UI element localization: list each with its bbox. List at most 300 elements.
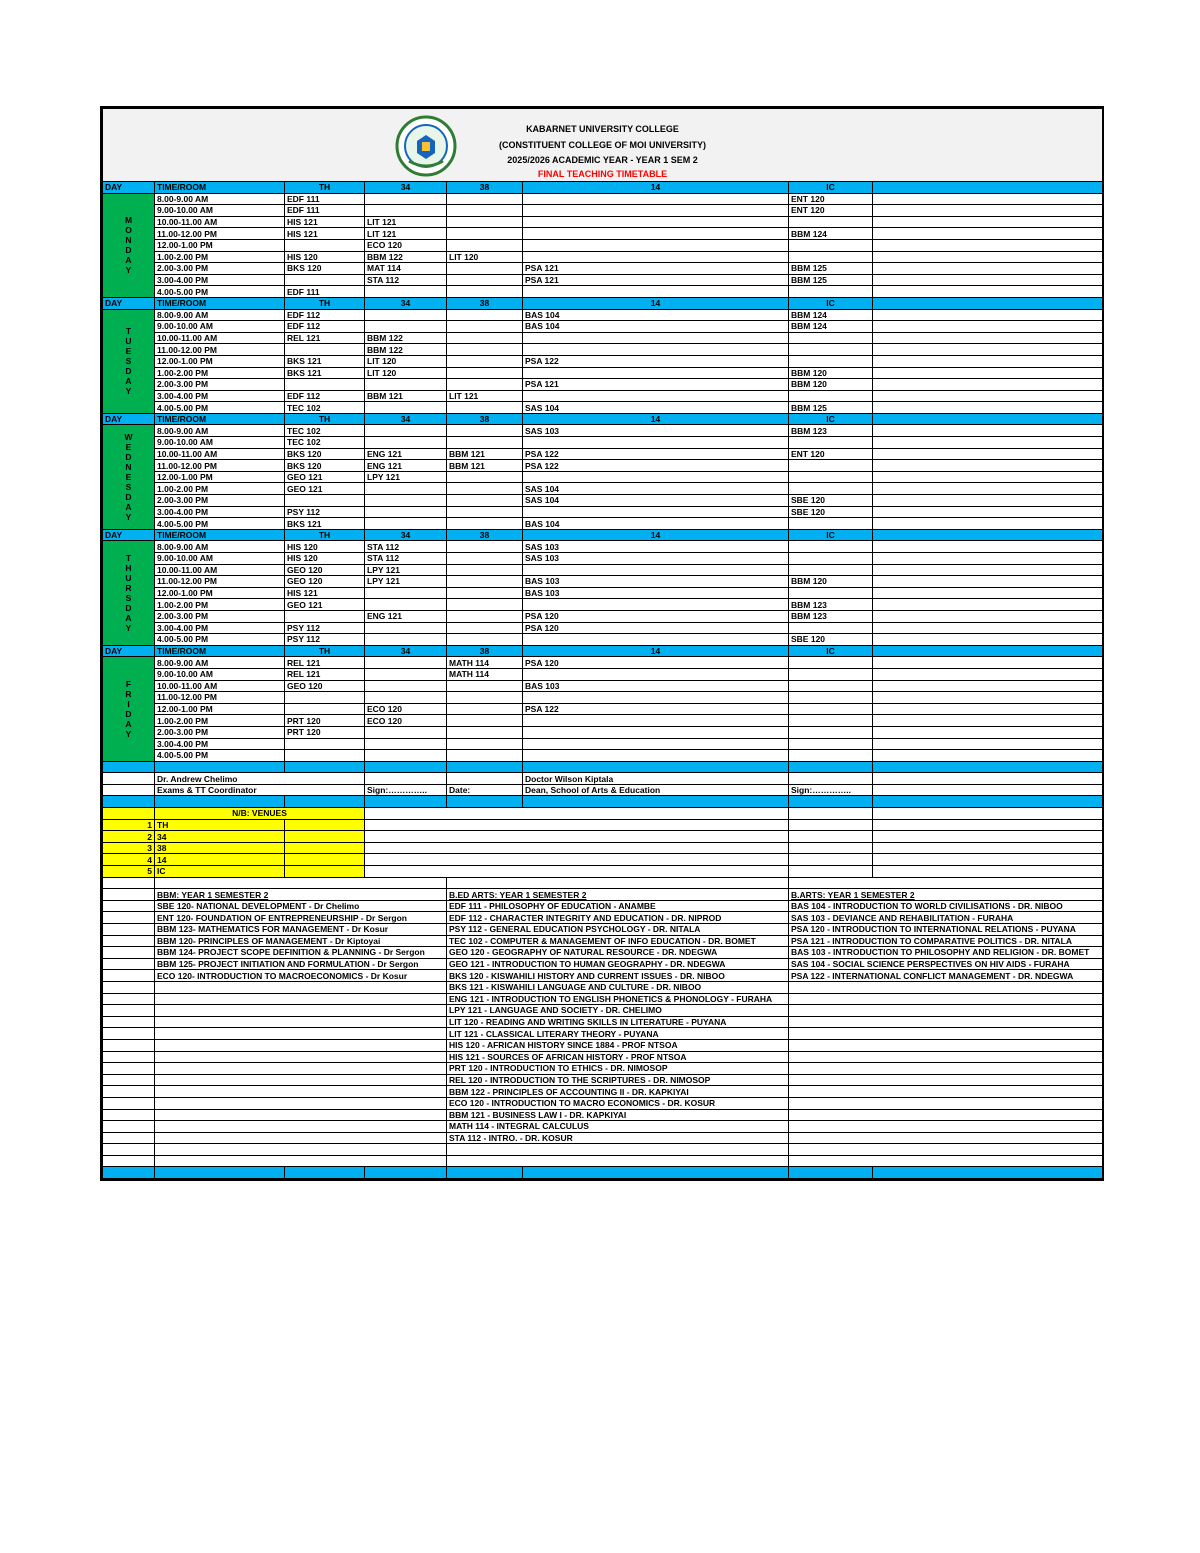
bed-arts-unit: ENG 121 - INTRODUCTION TO ENGLISH PHONETICS & PHONOLOGY - FURAHA — [447, 993, 789, 1005]
bed-arts-unit: LIT 120 - READING AND WRITING SKILLS IN LITERATURE - PUYANA — [447, 1016, 789, 1028]
bed-arts-unit: BKS 120 - KISWAHILI HISTORY AND CURRENT ISSUES - DR. NIBOO — [447, 970, 789, 982]
bbm-unit — [155, 1086, 447, 1098]
course-cell — [789, 460, 873, 472]
column-header: TIME/ROOM — [155, 645, 285, 657]
column-header: DAY — [103, 529, 155, 541]
barts-unit: BAS 103 - INTRODUCTION TO PHILOSOPHY AND RELIGION - DR. BOMET — [789, 947, 1103, 959]
time-slot: 4.00-5.00 PM — [155, 286, 285, 298]
barts-unit — [789, 1063, 1103, 1075]
day-letter: Y — [125, 265, 132, 276]
course-cell — [365, 622, 447, 634]
blank-cell — [873, 808, 1103, 820]
timetable-row — [103, 553, 1103, 565]
blank-cell — [103, 773, 155, 785]
timetable-row — [103, 703, 1103, 715]
column-header — [873, 529, 1103, 541]
time-slot: 1.00-2.00 PM — [155, 715, 285, 727]
course-cell — [447, 564, 523, 576]
day-letter: H — [125, 563, 132, 574]
column-header: 38 — [447, 413, 523, 425]
course-cell: BKS 120 — [285, 263, 365, 275]
barts-units-title: B.ARTS: YEAR 1 SEMESTER 2 — [789, 889, 1103, 901]
bbm-units-title: BBM: YEAR 1 SEMESTER 2 — [155, 889, 447, 901]
units-row — [103, 1028, 1103, 1040]
spare-cell — [873, 216, 1103, 228]
course-cell — [789, 251, 873, 263]
spare-cell — [873, 680, 1103, 692]
course-cell: GEO 121 — [285, 471, 365, 483]
barts-unit — [789, 1109, 1103, 1121]
venue-row — [103, 842, 1103, 854]
course-cell: BBM 125 — [789, 263, 873, 275]
timetable-row — [103, 332, 1103, 344]
blank-cell — [103, 970, 155, 982]
barts-unit — [789, 1155, 1103, 1167]
spare-cell — [873, 471, 1103, 483]
blank-cell — [103, 877, 155, 889]
column-header: TH — [285, 413, 365, 425]
academic-year-line: 2025/2026 ACADEMIC YEAR - YEAR 1 SEM 2 — [507, 155, 698, 165]
blank-cell — [103, 1086, 155, 1098]
timetable-row — [103, 680, 1103, 692]
course-cell: SAS 104 — [523, 483, 789, 495]
timetable-row — [103, 495, 1103, 507]
column-header: TH — [285, 645, 365, 657]
course-cell — [447, 506, 523, 518]
venue-row — [103, 866, 1103, 878]
day-letter: D — [125, 709, 132, 720]
course-cell — [365, 402, 447, 414]
blank-cell — [365, 773, 447, 785]
course-cell: BBM 120 — [789, 379, 873, 391]
bed-arts-unit — [447, 1155, 789, 1167]
dean-sign: Sign:………….. — [789, 784, 873, 796]
course-cell — [447, 228, 523, 240]
blank-cell — [103, 1155, 155, 1167]
time-slot: 12.00-1.00 PM — [155, 703, 285, 715]
blank-cell — [873, 866, 1103, 878]
separator-cell — [103, 1167, 155, 1179]
column-header: TH — [285, 297, 365, 309]
timetable-row — [103, 448, 1103, 460]
day-letter: N — [125, 462, 132, 473]
course-cell — [365, 379, 447, 391]
timetable-row — [103, 251, 1103, 263]
day-letter: D — [125, 245, 132, 256]
spare-cell — [873, 564, 1103, 576]
course-cell — [789, 471, 873, 483]
blank-cell — [103, 1132, 155, 1144]
day-letter: Y — [125, 512, 132, 523]
time-slot: 8.00-9.00 AM — [155, 309, 285, 321]
venue-name: 14 — [155, 854, 285, 866]
course-cell — [789, 750, 873, 762]
course-cell: REL 121 — [285, 657, 365, 669]
bed-arts-unit: EDF 112 - CHARACTER INTEGRITY AND EDUCATION - DR. NIPROD — [447, 912, 789, 924]
blank-cell — [103, 1074, 155, 1086]
timetable-row — [103, 518, 1103, 530]
barts-unit: SAS 104 - SOCIAL SCIENCE PERSPECTIVES ON HIV AIDS - FURAHA — [789, 958, 1103, 970]
column-header: DAY — [103, 182, 155, 194]
day-letter: T — [125, 326, 132, 337]
spare-cell — [873, 448, 1103, 460]
time-slot: 9.00-10.00 AM — [155, 553, 285, 565]
course-cell: MATH 114 — [447, 657, 523, 669]
course-cell: PSA 122 — [523, 460, 789, 472]
course-cell — [789, 668, 873, 680]
course-cell: EDF 112 — [285, 390, 365, 402]
timetable-row — [103, 437, 1103, 449]
course-cell: EDF 112 — [285, 309, 365, 321]
column-header: TIME/ROOM — [155, 413, 285, 425]
venues-title: N/B: VENUES — [155, 808, 365, 820]
bed-arts-unit: GEO 121 - INTRODUCTION TO HUMAN GEOGRAPHY - DR. NDEGWA — [447, 958, 789, 970]
course-cell — [447, 402, 523, 414]
bed-arts-unit: PSY 112 - GENERAL EDUCATION PSYCHOLOGY - DR. NITALA — [447, 924, 789, 936]
blank-cell — [103, 1144, 155, 1156]
blank-cell — [103, 1097, 155, 1109]
course-cell: PSA 121 — [523, 274, 789, 286]
bed-arts-unit: ECO 120 - INTRODUCTION TO MACRO ECONOMICS - DR. KOSUR — [447, 1097, 789, 1109]
timetable-row — [103, 367, 1103, 379]
course-cell — [365, 599, 447, 611]
course-cell — [523, 344, 789, 356]
course-cell: ENG 121 — [365, 610, 447, 622]
timetable-row — [103, 541, 1103, 553]
course-cell: BBM 120 — [789, 367, 873, 379]
column-header: TIME/ROOM — [155, 529, 285, 541]
course-cell — [789, 622, 873, 634]
course-cell — [447, 750, 523, 762]
course-cell: PSA 122 — [523, 355, 789, 367]
venue-number: 1 — [103, 819, 155, 831]
timetable-row — [103, 715, 1103, 727]
course-cell: BKS 121 — [285, 518, 365, 530]
course-cell: HIS 120 — [285, 553, 365, 565]
course-cell — [523, 437, 789, 449]
units-row — [103, 935, 1103, 947]
course-cell — [523, 205, 789, 217]
bbm-unit — [155, 1063, 447, 1075]
day-letter: D — [125, 603, 132, 614]
course-cell: ENT 120 — [789, 193, 873, 205]
separator-cell — [523, 1167, 789, 1179]
separator-cell — [285, 796, 365, 808]
bed-arts-unit: BKS 121 - KISWAHILI LANGUAGE AND CULTURE - DR. NIBOO — [447, 981, 789, 993]
course-cell — [285, 274, 365, 286]
blank-cell — [873, 773, 1103, 785]
course-cell — [523, 564, 789, 576]
spare-cell — [873, 379, 1103, 391]
blank-cell — [103, 1121, 155, 1133]
venues-title-row — [103, 808, 1103, 820]
day-letter: A — [125, 376, 132, 387]
course-cell — [365, 205, 447, 217]
course-cell — [447, 344, 523, 356]
spare-cell — [873, 692, 1103, 704]
course-cell: SBE 120 — [789, 495, 873, 507]
day-letter: A — [125, 502, 132, 513]
course-cell: BBM 125 — [789, 402, 873, 414]
blank-cell — [285, 842, 365, 854]
day-label — [103, 309, 155, 413]
spare-cell — [873, 425, 1103, 437]
bed-arts-unit: TEC 102 - COMPUTER & MANAGEMENT OF INFO EDUCATION - DR. BOMET — [447, 935, 789, 947]
venue-row — [103, 854, 1103, 866]
timetable-row — [103, 274, 1103, 286]
course-cell: PSY 112 — [285, 622, 365, 634]
course-cell: REL 121 — [285, 668, 365, 680]
time-slot: 9.00-10.00 AM — [155, 205, 285, 217]
day-letter: D — [125, 492, 132, 503]
blank-cell — [103, 935, 155, 947]
header-block — [103, 109, 1103, 182]
day-letter: M — [124, 215, 133, 226]
bbm-unit: BBM 120- PRINCIPLES OF MANAGEMENT - Dr Kiptoyai — [155, 935, 447, 947]
bbm-unit: BBM 123- MATHEMATICS FOR MANAGEMENT - Dr Kosur — [155, 924, 447, 936]
time-slot: 10.00-11.00 AM — [155, 216, 285, 228]
course-cell — [285, 610, 365, 622]
course-cell: BBM 125 — [789, 274, 873, 286]
coordinator-sign: Sign:………….. — [365, 784, 447, 796]
blank-cell — [789, 831, 873, 843]
course-cell: BAS 103 — [523, 587, 789, 599]
course-cell — [447, 622, 523, 634]
column-header: 38 — [447, 645, 523, 657]
timetable-row — [103, 228, 1103, 240]
course-cell: EDF 111 — [285, 193, 365, 205]
timetable-row — [103, 726, 1103, 738]
day-letter: W — [124, 432, 133, 443]
course-cell: BBM 124 — [789, 228, 873, 240]
time-slot: 3.00-4.00 PM — [155, 622, 285, 634]
spare-cell — [873, 668, 1103, 680]
course-cell — [523, 239, 789, 251]
course-cell — [523, 750, 789, 762]
course-cell — [447, 495, 523, 507]
spare-cell — [873, 309, 1103, 321]
separator-row — [103, 796, 1103, 808]
course-cell: BAS 103 — [523, 680, 789, 692]
course-cell: PSA 121 — [523, 263, 789, 275]
timetable-row — [103, 587, 1103, 599]
course-cell — [447, 715, 523, 727]
course-cell: SBE 120 — [789, 506, 873, 518]
time-slot: 4.00-5.00 PM — [155, 402, 285, 414]
course-cell — [285, 344, 365, 356]
day-header-row — [103, 645, 1103, 657]
blank-cell — [285, 866, 365, 878]
time-slot: 1.00-2.00 PM — [155, 599, 285, 611]
course-cell: BBM 120 — [789, 576, 873, 588]
course-cell — [523, 506, 789, 518]
units-row — [103, 1132, 1103, 1144]
timetable-row — [103, 239, 1103, 251]
course-cell — [789, 483, 873, 495]
course-cell — [789, 216, 873, 228]
blank-cell — [103, 1063, 155, 1075]
spare-cell — [873, 703, 1103, 715]
course-cell — [447, 738, 523, 750]
units-row — [103, 924, 1103, 936]
course-cell: BBM 123 — [789, 425, 873, 437]
column-header: 38 — [447, 297, 523, 309]
spare-cell — [873, 518, 1103, 530]
timetable-row — [103, 738, 1103, 750]
spare-cell — [873, 321, 1103, 333]
blank-cell — [103, 912, 155, 924]
course-cell: SAS 103 — [523, 553, 789, 565]
course-cell — [789, 437, 873, 449]
bbm-unit — [155, 1097, 447, 1109]
units-row — [103, 947, 1103, 959]
day-letter: R — [125, 689, 132, 700]
barts-unit — [789, 1086, 1103, 1098]
column-header: 34 — [365, 297, 447, 309]
dean-title: Dean, School of Arts & Education — [523, 784, 789, 796]
course-cell: BBM 123 — [789, 610, 873, 622]
blank-cell — [103, 958, 155, 970]
course-cell — [447, 332, 523, 344]
day-letter: E — [125, 346, 132, 357]
bbm-unit — [155, 1016, 447, 1028]
course-cell — [789, 518, 873, 530]
course-cell — [523, 251, 789, 263]
timetable-row — [103, 355, 1103, 367]
course-cell: EDF 111 — [285, 286, 365, 298]
spare-cell — [873, 239, 1103, 251]
day-letter: A — [125, 255, 132, 266]
course-cell — [523, 738, 789, 750]
time-slot: 12.00-1.00 PM — [155, 355, 285, 367]
course-cell — [365, 495, 447, 507]
spare-cell — [873, 726, 1103, 738]
separator-cell — [789, 761, 873, 773]
course-cell: LIT 121 — [447, 390, 523, 402]
separator-cell — [365, 796, 447, 808]
day-label — [103, 193, 155, 297]
time-slot: 3.00-4.00 PM — [155, 506, 285, 518]
column-header: 38 — [447, 182, 523, 194]
spare-cell — [873, 715, 1103, 727]
course-cell: LIT 120 — [365, 355, 447, 367]
blank-cell — [103, 889, 155, 901]
course-cell: PRT 120 — [285, 726, 365, 738]
dean-name: Doctor Wilson Kiptala — [523, 773, 789, 785]
bed-arts-unit: LIT 121 - CLASSICAL LITERARY THEORY - PUYANA — [447, 1028, 789, 1040]
time-slot: 12.00-1.00 PM — [155, 239, 285, 251]
course-cell: SAS 103 — [523, 541, 789, 553]
course-cell — [789, 564, 873, 576]
course-cell — [523, 216, 789, 228]
separator-cell — [285, 1167, 365, 1179]
bed-arts-unit: PRT 120 - INTRODUCTION TO ETHICS - DR. NIMOSOP — [447, 1063, 789, 1075]
day-header-row — [103, 297, 1103, 309]
separator-cell — [285, 761, 365, 773]
signature-row — [103, 773, 1103, 785]
course-cell — [789, 355, 873, 367]
course-cell: BBM 124 — [789, 321, 873, 333]
timetable-row — [103, 564, 1103, 576]
time-slot: 11.00-12.00 PM — [155, 344, 285, 356]
day-letter: N — [125, 235, 132, 246]
course-cell — [523, 634, 789, 646]
course-cell: BKS 121 — [285, 367, 365, 379]
course-cell — [523, 286, 789, 298]
day-header-row — [103, 182, 1103, 194]
course-cell — [365, 425, 447, 437]
blank-cell — [285, 831, 365, 843]
time-slot: 10.00-11.00 AM — [155, 564, 285, 576]
bbm-unit: ECO 120- INTRODUCTION TO MACROECONOMICS - Dr Kosur — [155, 970, 447, 982]
course-cell: BBM 121 — [447, 448, 523, 460]
coordinator-title: Exams & TT Coordinator — [155, 784, 365, 796]
timetable-row — [103, 668, 1103, 680]
barts-unit: PSA 120 - INTRODUCTION TO INTERNATIONAL RELATIONS - PUYANA — [789, 924, 1103, 936]
time-slot: 4.00-5.00 PM — [155, 750, 285, 762]
units-row — [103, 1144, 1103, 1156]
separator-cell — [523, 761, 789, 773]
column-header: IC — [789, 645, 873, 657]
day-letter: A — [125, 613, 132, 624]
coordinator-name: Dr. Andrew Chelimo — [155, 773, 365, 785]
time-slot: 10.00-11.00 AM — [155, 448, 285, 460]
bed-arts-unit: HIS 121 - SOURCES OF AFRICAN HISTORY - PROF NTSOA — [447, 1051, 789, 1063]
barts-unit: PSA 122 - INTERNATIONAL CONFLICT MANAGEMENT - DR. NDEGWA — [789, 970, 1103, 982]
blank-cell — [103, 924, 155, 936]
spare-cell — [873, 205, 1103, 217]
course-cell: SBE 120 — [789, 634, 873, 646]
course-cell — [447, 286, 523, 298]
timetable-row — [103, 286, 1103, 298]
spare-cell — [873, 390, 1103, 402]
timetable-row — [103, 205, 1103, 217]
course-cell — [523, 715, 789, 727]
course-cell: BBM 121 — [447, 460, 523, 472]
spare-cell — [873, 541, 1103, 553]
units-row — [103, 1155, 1103, 1167]
timetable-row — [103, 610, 1103, 622]
day-letter: T — [125, 553, 132, 564]
column-header: IC — [789, 529, 873, 541]
blank-cell — [789, 877, 1103, 889]
time-slot: 12.00-1.00 PM — [155, 587, 285, 599]
bed-arts-unit: STA 112 - INTRO. - DR. KOSUR — [447, 1132, 789, 1144]
blank-cell — [365, 808, 789, 820]
spare-cell — [873, 251, 1103, 263]
course-cell — [365, 668, 447, 680]
separator-cell — [103, 796, 155, 808]
spare-cell — [873, 576, 1103, 588]
time-slot: 8.00-9.00 AM — [155, 425, 285, 437]
barts-unit — [789, 1051, 1103, 1063]
barts-unit: PSA 121 - INTRODUCTION TO COMPARATIVE POLITICS - DR. NITALA — [789, 935, 1103, 947]
course-cell: BBM 123 — [789, 599, 873, 611]
blank-cell — [155, 877, 447, 889]
course-cell — [447, 634, 523, 646]
spare-cell — [873, 402, 1103, 414]
course-cell — [285, 239, 365, 251]
course-cell: GEO 121 — [285, 483, 365, 495]
course-cell — [447, 379, 523, 391]
spare-cell — [873, 460, 1103, 472]
course-cell: LIT 121 — [365, 216, 447, 228]
spare-cell — [873, 437, 1103, 449]
column-header: 34 — [365, 529, 447, 541]
units-row — [103, 1074, 1103, 1086]
time-slot: 12.00-1.00 PM — [155, 471, 285, 483]
bbm-unit — [155, 1144, 447, 1156]
